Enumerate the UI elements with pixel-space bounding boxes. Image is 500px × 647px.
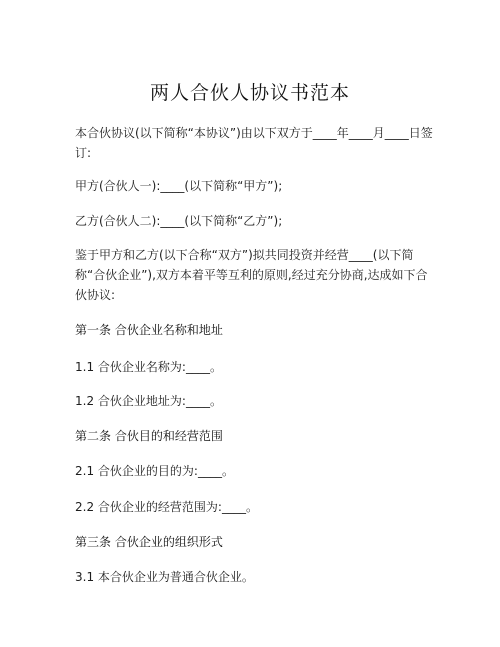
section-3-item-1: 3.1 本合伙企业为普通合伙企业。 xyxy=(75,570,254,584)
document-title: 两人合伙人协议书范本 xyxy=(149,82,350,104)
section-2-item-2: 2.2 合伙企业的经营范围为:____。 xyxy=(75,500,258,514)
section-2-heading: 第二条 合伙目的和经营范围 xyxy=(75,429,223,443)
preamble-paragraph: 鉴于甲方和乙方(以下合称“双方”)拟共同投资并经营____(以下简称“合伙企业”),双方本着平等互利的原则,经过充分协商,达成如下合伙协议: xyxy=(75,248,428,302)
party-b-line: 乙方(合伙人二):____(以下简称“乙方”); xyxy=(75,214,283,228)
section-2-item-1: 2.1 合伙企业的目的为:____。 xyxy=(75,464,234,478)
party-a-line: 甲方(合伙人一):____(以下简称“甲方”); xyxy=(75,179,283,193)
section-1-item-1: 1.1 合伙企业名称为:____。 xyxy=(75,360,222,374)
section-1-heading: 第一条 合伙企业名称和地址 xyxy=(75,323,223,337)
intro-paragraph: 本合伙协议(以下简称“本协议”)由以下双方于____年____月____日签订: xyxy=(75,126,433,160)
section-3-heading: 第三条 合伙企业的组织形式 xyxy=(75,535,223,549)
section-1-item-2: 1.2 合伙企业地址为:____。 xyxy=(75,394,222,408)
